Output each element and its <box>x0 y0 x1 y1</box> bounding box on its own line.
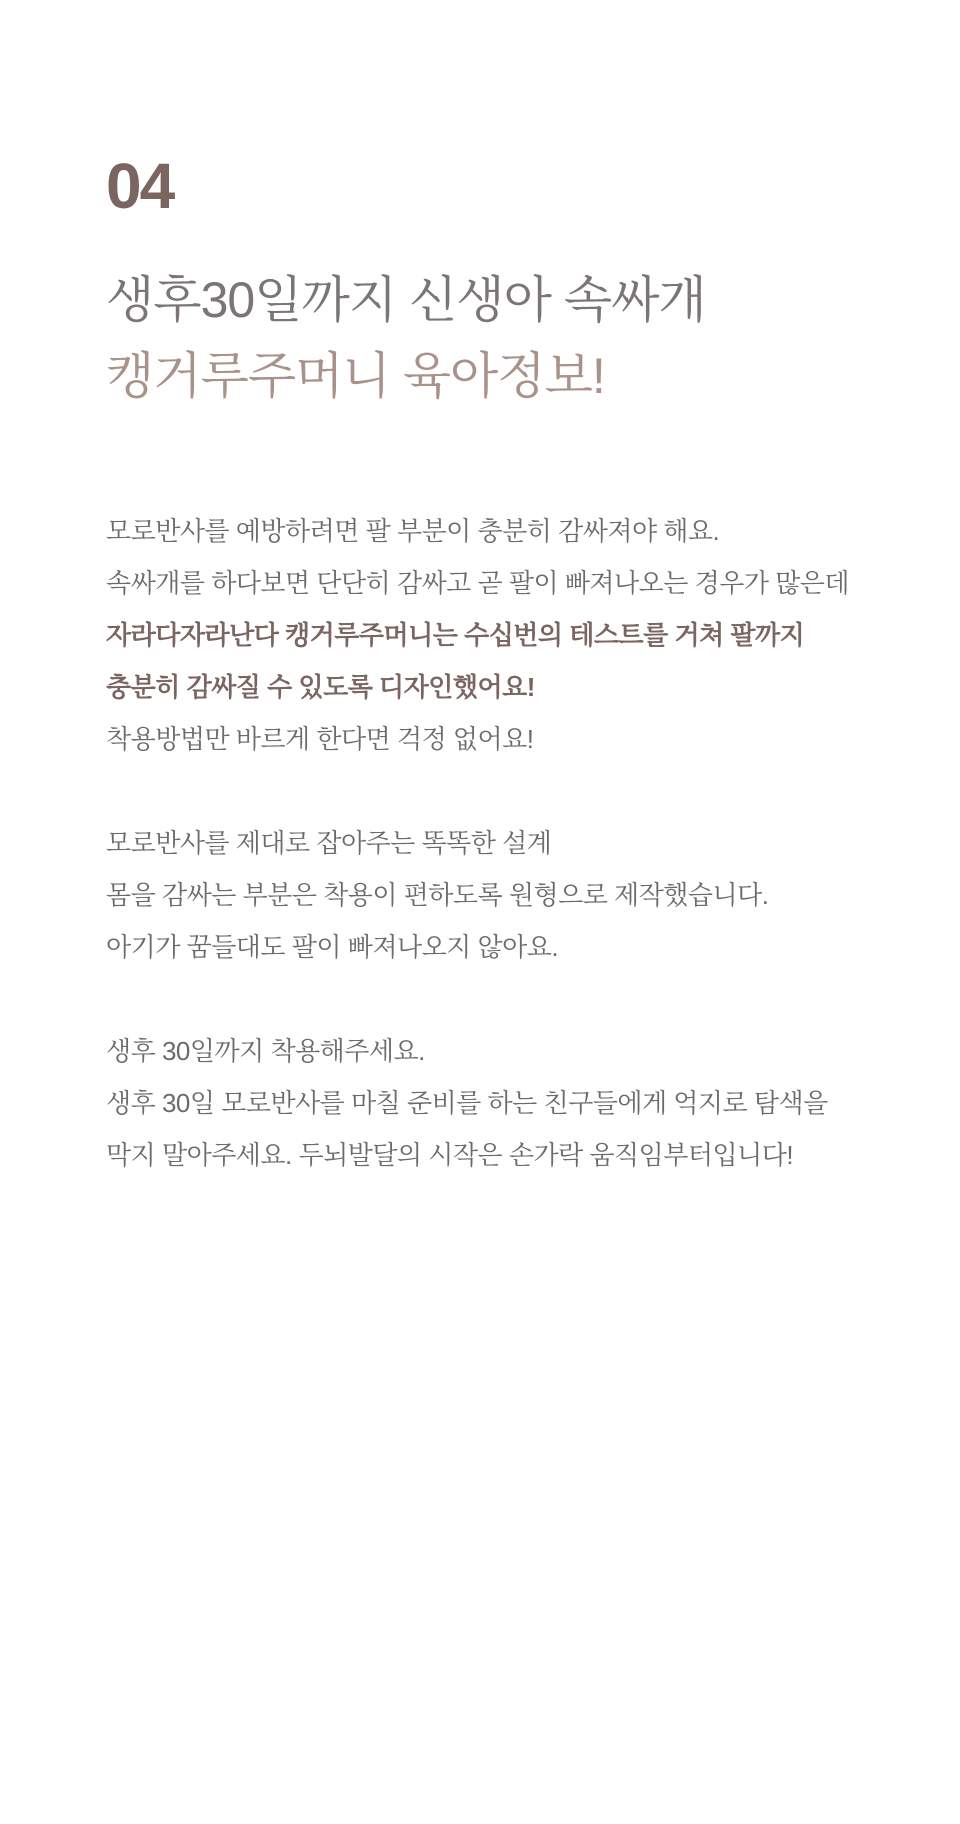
section-headline <box>106 262 906 414</box>
body-text-line: 생후 30일까지 착용해주세요. <box>106 1036 425 1066</box>
body-text-line: 생후 30일 모로반사를 마칠 준비를 하는 친구들에게 억지로 탐색을 <box>106 1088 828 1118</box>
body-text-line: 아기가 꿈들대도 팔이 빠져나오지 않아요. <box>106 932 559 962</box>
body-text-line: 모로반사를 예방하려면 팔 부분이 충분히 감싸져야 해요. <box>106 516 720 546</box>
paragraph-spacer <box>106 973 906 1025</box>
body-text-line: 착용방법만 바르게 한다면 걱정 없어요! <box>106 724 534 754</box>
emphasized-text-line: 충분히 감싸질 수 있도록 디자인했어요! <box>106 672 535 702</box>
paragraph-spacer <box>106 765 906 817</box>
body-copy <box>106 505 906 1181</box>
paragraph-moro-reflex <box>106 505 906 765</box>
body-text-line: 몸을 감싸는 부분은 착용이 편하도록 원형으로 제작했습니다. <box>106 880 769 910</box>
section-number: 04 <box>106 150 174 222</box>
headline-line-2: 캥거루주머니 육아정보! <box>106 348 605 404</box>
paragraph-usage-period <box>106 1025 906 1181</box>
body-text-line: 막지 말아주세요. 두뇌발달의 시작은 손가락 움직임부터입니다! <box>106 1140 794 1170</box>
body-text-line: 속싸개를 하다보면 단단히 감싸고 곧 팔이 빠져나오는 경우가 많은데 <box>106 568 850 598</box>
paragraph-smart-design <box>106 817 906 973</box>
body-text-line: 모로반사를 제대로 잡아주는 똑똑한 설계 <box>106 828 552 858</box>
headline-line-1: 생후30일까지 신생아 속싸개 <box>106 272 706 328</box>
emphasized-text-line: 자라다자라난다 캥거루주머니는 수십번의 테스트를 거쳐 팔까지 <box>106 620 805 650</box>
